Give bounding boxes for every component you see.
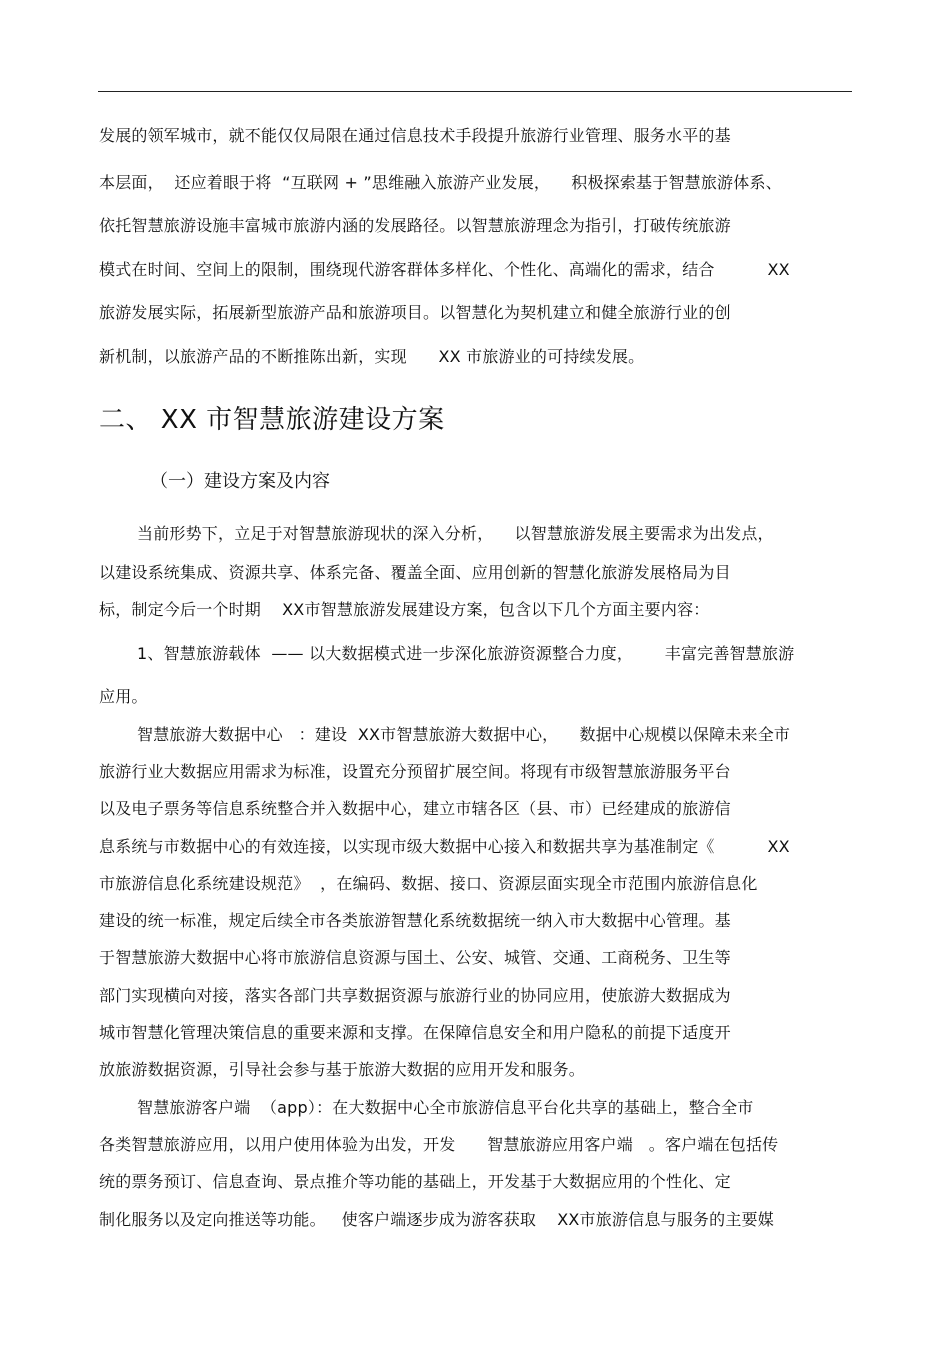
subsection-heading: （一）建设方案及内容 bbox=[150, 471, 330, 492]
header-rule bbox=[98, 91, 852, 92]
paragraph-line: 制化服务以及定向推送等功能。 使客户端逐步成为游客获取 XX市旅游信息与服务的主要媒 bbox=[99, 1210, 774, 1229]
paragraph-line: 模式在时间、空间上的限制，围绕现代游客群体多样化、个性化、高端化的需求，结合 XX bbox=[99, 260, 790, 279]
paragraph-line: 建设的统一标准，规定后续全市各类旅游智慧化系统数据统一纳入市大数据中心管理。基 bbox=[99, 911, 731, 930]
paragraph-line: 各类智慧旅游应用，以用户使用体验为出发，开发 智慧旅游应用客户端 。客户端在包括传 bbox=[99, 1135, 779, 1154]
paragraph-line: 城市智慧化管理决策信息的重要来源和支撑。在保障信息安全和用户隐私的前提下适度开 bbox=[99, 1023, 731, 1042]
paragraph-line: 依托智慧旅游设施丰富城市旅游内涵的发展路径。以智慧旅游理念为指引，打破传统旅游 bbox=[99, 216, 731, 235]
paragraph-line: 以建设系统集成、资源共享、体系完备、覆盖全面、应用创新的智慧化旅游发展格局为目 bbox=[99, 563, 731, 582]
paragraph-line: 智慧旅游客户端 （app）：在大数据中心全市旅游信息平台化共享的基础上，整合全市 bbox=[137, 1098, 754, 1117]
paragraph-line: 智慧旅游大数据中心 ：建设 XX市智慧旅游大数据中心， 数据中心规模以保障未来全市 bbox=[137, 725, 791, 744]
paragraph-line: 标，制定今后一个时期 XX市智慧旅游发展建设方案，包含以下几个方面主要内容： bbox=[99, 600, 710, 619]
paragraph-line: 统的票务预订、信息查询、景点推介等功能的基础上，开发基于大数据应用的个性化、定 bbox=[99, 1172, 731, 1191]
section-heading: 二、 XX 市智慧旅游建设方案 bbox=[99, 405, 445, 435]
paragraph-line: 以及电子票务等信息系统整合并入数据中心，建立市辖各区（县、市）已经建成的旅游信 bbox=[99, 799, 731, 818]
paragraph-line: 于智慧旅游大数据中心将市旅游信息资源与国土、公安、城管、交通、工商税务、卫生等 bbox=[99, 948, 731, 967]
paragraph-line: 本层面， 还应着眼于将 “互联网 + ”思维融入旅游产业发展， 积极探索基于智慧旅游体系、 bbox=[99, 173, 782, 192]
paragraph-line: 息系统与市数据中心的有效连接，以实现市级大数据中心接入和数据共享为基准制定《 XX bbox=[99, 837, 790, 856]
paragraph-line: 当前形势下，立足于对智慧旅游现状的深入分析， 以智慧旅游发展主要需求为出发点， bbox=[137, 524, 774, 543]
list-item-line: 1、智慧旅游载体 —— 以大数据模式进一步深化旅游资源整合力度， 丰富完善智慧旅游 bbox=[137, 644, 795, 663]
paragraph-line: 市旅游信息化系统建设规范》 ，在编码、数据、接口、资源层面实现全市范围内旅游信息化 bbox=[99, 874, 758, 893]
paragraph-line: 新机制，以旅游产品的不断推陈出新，实现 XX 市旅游业的可持续发展。 bbox=[99, 347, 645, 366]
paragraph-line: 旅游行业大数据应用需求为标准，设置充分预留扩展空间。将现有市级智慧旅游服务平台 bbox=[99, 762, 731, 781]
list-item-line: 应用。 bbox=[99, 687, 148, 706]
paragraph-line: 旅游发展实际，拓展新型旅游产品和旅游项目。以智慧化为契机建立和健全旅游行业的创 bbox=[99, 303, 731, 322]
paragraph-line: 放旅游数据资源，引导社会参与基于旅游大数据的应用开发和服务。 bbox=[99, 1060, 586, 1079]
paragraph-line: 部门实现横向对接，落实各部门共享数据资源与旅游行业的协同应用，使旅游大数据成为 bbox=[99, 986, 731, 1005]
paragraph-line: 发展的领军城市，就不能仅仅局限在通过信息技术手段提升旅游行业管理、服务水平的基 bbox=[99, 126, 731, 145]
